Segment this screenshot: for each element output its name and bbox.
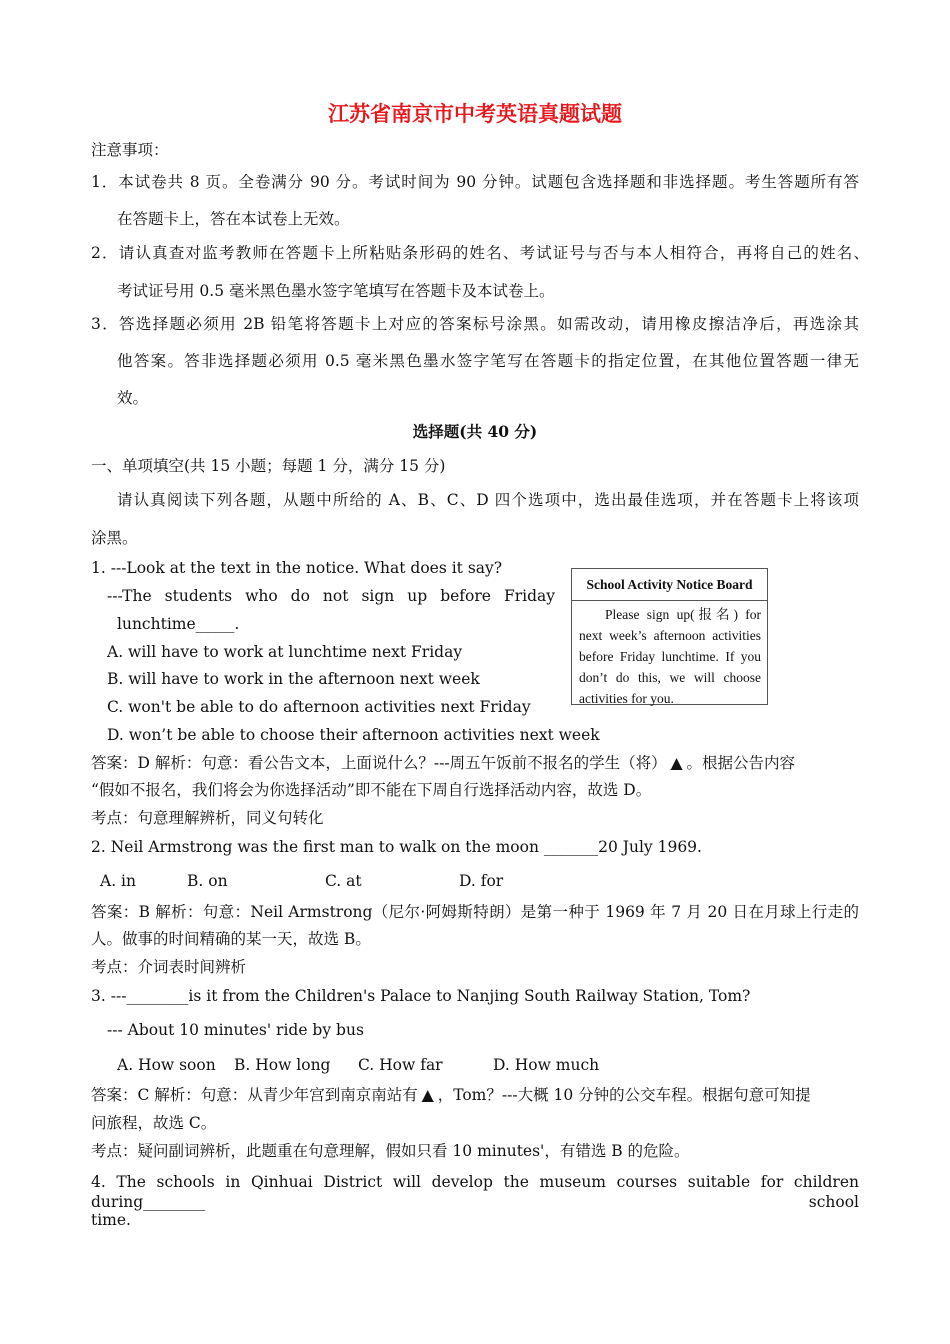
q1-reply: ---The students who do not sign up before Friday (107, 587, 555, 605)
q4-stem-line-1: 4. The schools in Qinhuai District will develop the museum courses suitable for children during________ school (91, 1173, 859, 1211)
q1-option-b: B. will have to work in the afternoon next week (107, 670, 480, 688)
note-item-2-line-1: 2．请认真查对监考教师在答题卡上所粘贴条形码的姓名、考试证号与否与本人相符合，再将自己的姓名、 (91, 244, 869, 262)
note-item-1-line-1: 1．本试卷共 8 页。全卷满分 90 分。考试时间为 90 分钟。试题包含选择题和非选择题。考生答题所有答 (91, 173, 859, 191)
q2-stem: 2. Neil Armstrong was the first man to walk on the moon _______20 July 1969. (91, 838, 702, 856)
q3-point: 考点：疑问副词辨析，此题重在句意理解，假如只看 10 minutes'，有错选 B 的危险。 (91, 1142, 690, 1160)
note-item-3-line-1: 3．答选择题必须用 2B 铅笔将答题卡上对应的答案标号涂黑。如需改动，请用橡皮擦洁净后，再选涂其 (91, 315, 859, 333)
q3-answer-line-2: 问旅程，故选 C。 (91, 1114, 217, 1132)
q1-stem: 1. ---Look at the text in the notice. What does it say? (91, 559, 503, 577)
instruction-line-1: 请认真阅读下列各题，从题中所给的 A、B、C、D 四个选项中，选出最佳选项，并在答题卡上将该项 (117, 491, 859, 509)
q2-answer-line-1: 答案：B 解析：句意：Neil Armstrong（尼尔·阿姆斯特朗）是第一种于 1969 年 7 月 20 日在月球上行走的 (91, 903, 859, 921)
q3-answer-text-a: 答案：C 解析：句意：从青少年宫到南京南站有 (91, 1086, 418, 1104)
page-title: 江苏省南京市中考英语真题试题 (328, 101, 622, 126)
q3-option-a: A. How soon (117, 1056, 216, 1074)
q2-point: 考点：介词表时间辨析 (91, 958, 247, 976)
q3-answer-blank: ▲ (421, 1086, 434, 1104)
q3-answer-text-b: ，Tom？---大概 10 分钟的公交车程。根据句意可知提 (437, 1086, 811, 1104)
q1-answer-text-b: 。根据公告内容 (686, 754, 796, 772)
notice-board (571, 568, 768, 705)
q3-answer-line-1 (91, 1085, 811, 1105)
q3-option-b: B. How long (234, 1056, 331, 1074)
q3-option-d: D. How much (493, 1056, 600, 1074)
q2-option-a: A. in (100, 872, 136, 890)
q1-answer-blank: ▲ (670, 754, 683, 772)
q1-option-c: C. won't be able to do afternoon activities next Friday (107, 698, 531, 716)
section-heading: 选择题(共 40 分) (412, 422, 538, 441)
q1-option-a: A. will have to work at lunchtime next Friday (107, 643, 463, 661)
q3-stem: 3. ---________is it from the Children's Palace to Nanjing South Railway Station, Tom? (91, 987, 751, 1005)
notes-heading: 注意事项： (91, 141, 169, 159)
q3-option-c: C. How far (358, 1056, 443, 1074)
q1-reply-continued: lunchtime_____. (117, 615, 240, 633)
q2-option-b: B. on (187, 872, 228, 890)
q2-option-d: D. for (459, 872, 504, 890)
q3-reply: --- About 10 minutes' ride by bus (107, 1021, 364, 1039)
q1-point: 考点：句意理解辨析，同义句转化 (91, 809, 324, 827)
q4-stem-line-2: time. (91, 1211, 131, 1229)
note-item-3-line-2: 他答案。答非选择题必须用 0.5 毫米黑色墨水签字笔写在答题卡的指定位置，在其他位置答题一律无 (117, 352, 859, 370)
note-item-3-line-3: 效。 (117, 389, 149, 407)
q2-option-c: C. at (325, 872, 362, 890)
q1-option-d: D. won’t be able to choose their afternoon activities next week (107, 726, 600, 744)
q1-answer-text-a: 答案：D 解析：句意：看公告文本，上面说什么？---周五午饭前不报名的学生（将） (91, 754, 667, 772)
note-item-2-line-2: 考试证号用 0.5 毫米黑色墨水签字笔填写在答题卡及本试卷上。 (117, 282, 555, 300)
part-one-heading: 一、单项填空(共 15 小题；每题 1 分，满分 15 分) (91, 457, 446, 475)
notice-board-title: School Activity Notice Board (572, 569, 767, 601)
note-item-1-line-2: 在答题卡上，答在本试卷上无效。 (117, 210, 350, 228)
q1-answer-line-1 (91, 753, 795, 773)
q1-answer-line-2: “假如不报名，我们将会为你选择活动”即不能在下周自行选择活动内容，故选 D。 (91, 781, 652, 799)
instruction-line-2: 涂黑。 (91, 529, 138, 547)
notice-board-text: Please sign up(报名) for next week’s afternoon activities before Friday lunchtime. If you don’t do this, we will choose activities for you. (579, 607, 761, 706)
q2-answer-line-2: 人。做事的时间精确的某一天，故选 B。 (91, 930, 371, 948)
